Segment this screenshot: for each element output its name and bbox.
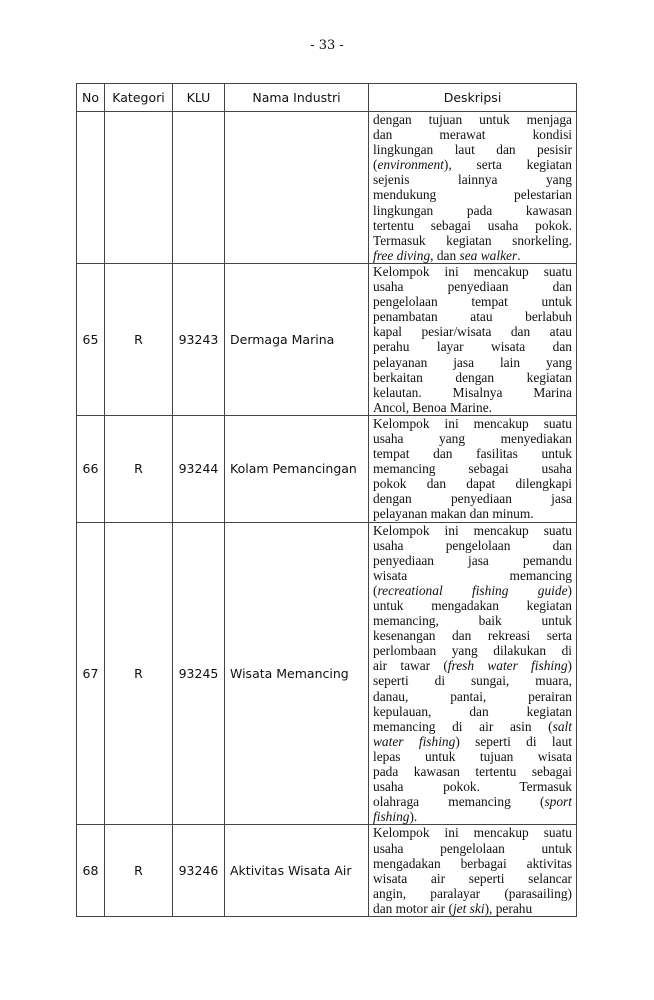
cell-kategori: R (105, 263, 173, 415)
deskripsi-line: wisata air seperti selancar (373, 870, 572, 886)
industry-table (76, 83, 577, 917)
deskripsi-line: usaha pengelolaan dan (373, 537, 572, 553)
deskripsi-line: memancing di air asin (salt (373, 718, 572, 734)
page-number: - 33 - (310, 38, 344, 53)
cell-klu: 93246 (173, 825, 225, 917)
deskripsi-line: Kelompok ini mencakup suatu (373, 522, 572, 538)
deskripsi-line: kepulauan, dan kegiatan (373, 703, 572, 719)
cell-klu: 93244 (173, 415, 225, 522)
cell-kategori: R (105, 415, 173, 522)
cell-klu (173, 112, 225, 264)
table-header-row (77, 84, 577, 112)
deskripsi-line: tertentu sebagai usaha pokok. (373, 217, 572, 233)
deskripsi-line: air tawar (fresh water fishing) (373, 658, 572, 674)
deskripsi-line: lingkungan pada kawasan (373, 202, 572, 218)
cell-deskripsi (369, 415, 577, 522)
deskripsi-line: dengan penyediaan jasa (373, 491, 572, 507)
deskripsi-line: water fishing) seperti di laut (373, 733, 572, 749)
deskripsi-line: usaha pengelolaan untuk (373, 840, 572, 856)
deskripsi-line: seperti di sungai, muara, (373, 673, 572, 689)
deskripsi-line: dan motor air (jet ski), perahu (373, 900, 533, 916)
cell-nama-industri: Kolam Pemancingan (225, 415, 369, 522)
deskripsi-line: Ancol, Benoa Marine. (373, 399, 492, 415)
cell-no (77, 112, 105, 264)
table-row (77, 263, 577, 415)
cell-deskripsi (369, 522, 577, 825)
deskripsi-line: lepas untuk tujuan wisata (373, 748, 572, 764)
cell-nama-industri (225, 112, 369, 264)
deskripsi-line: (recreational fishing guide) (373, 582, 572, 598)
deskripsi-line: penambatan atau berlabuh (373, 309, 572, 325)
cell-no: 66 (77, 415, 105, 522)
cell-no: 67 (77, 522, 105, 825)
deskripsi-line: Kelompok ini mencakup suatu (373, 825, 572, 841)
deskripsi-line: dan merawat kondisi (373, 127, 572, 143)
table-row (77, 415, 577, 522)
deskripsi-line: pelayanan makan dan minum. (373, 506, 534, 522)
header-kategori: Kategori (105, 84, 173, 112)
deskripsi-line: pengelolaan tempat untuk (373, 294, 572, 310)
deskripsi-line: pelayanan jasa lain yang (373, 354, 572, 370)
cell-kategori: R (105, 825, 173, 917)
table-body (77, 112, 577, 917)
deskripsi-line: kelautan. Misalnya Marina (373, 384, 572, 400)
deskripsi-line: sejenis lainnya yang (373, 172, 572, 188)
header-deskripsi: Deskripsi (369, 84, 577, 112)
deskripsi-line: mengadakan berbagai aktivitas (373, 855, 572, 871)
table-row (77, 825, 577, 917)
cell-klu: 93245 (173, 522, 225, 825)
deskripsi-line: Kelompok ini mencakup suatu (373, 263, 572, 279)
deskripsi-line: berkaitan dengan kegiatan (373, 369, 572, 385)
deskripsi-line: kesenangan dan rekreasi serta (373, 628, 572, 644)
cell-no: 68 (77, 825, 105, 917)
cell-deskripsi (369, 112, 577, 264)
cell-nama-industri: Wisata Memancing (225, 522, 369, 825)
deskripsi-line: dengan tujuan untuk menjaga (373, 112, 572, 127)
cell-nama-industri: Dermaga Marina (225, 263, 369, 415)
cell-deskripsi (369, 263, 577, 415)
deskripsi-line: memancing sebagai usaha (373, 461, 572, 477)
deskripsi-line: perahu layar wisata dan (373, 339, 572, 355)
header-no: No (77, 84, 105, 112)
deskripsi-line: Termasuk kegiatan snorkeling. (373, 232, 572, 248)
deskripsi-line: pokok dan dapat dilengkapi (373, 476, 572, 492)
deskripsi-line: free diving, dan sea walker. (373, 247, 521, 263)
deskripsi-line: danau, pantai, perairan (373, 688, 572, 704)
deskripsi-line: penyediaan jasa pemandu (373, 552, 572, 568)
deskripsi-line: usaha yang menyediakan (373, 430, 572, 446)
cell-kategori (105, 112, 173, 264)
cell-no: 65 (77, 263, 105, 415)
deskripsi-line: pada kawasan tertentu sebagai (373, 764, 572, 780)
deskripsi-line: perlombaan yang dilakukan di (373, 643, 572, 659)
table-row (77, 112, 577, 264)
table-row (77, 522, 577, 825)
cell-klu: 93243 (173, 263, 225, 415)
deskripsi-line: memancing, baik untuk (373, 613, 572, 629)
deskripsi-line: (environment), serta kegiatan (373, 157, 572, 173)
deskripsi-line: lingkungan laut dan pesisir (373, 142, 572, 158)
deskripsi-line: usaha pokok. Termasuk (373, 779, 572, 795)
cell-kategori: R (105, 522, 173, 825)
deskripsi-line: angin, paralayar (parasailing) (373, 885, 572, 901)
header-klu: KLU (173, 84, 225, 112)
cell-deskripsi (369, 825, 577, 917)
deskripsi-line: usaha penyediaan dan (373, 279, 572, 295)
deskripsi-line: untuk mengadakan kegiatan (373, 598, 572, 613)
cell-nama-industri: Aktivitas Wisata Air (225, 825, 369, 917)
deskripsi-line: tempat dan fasilitas untuk (373, 446, 572, 462)
deskripsi-line: mendukung pelestarian (373, 187, 572, 203)
deskripsi-line: fishing). (373, 809, 418, 825)
deskripsi-line: kapal pesiar/wisata dan atau (373, 324, 572, 340)
deskripsi-line: wisata memancing (373, 567, 572, 583)
header-nama-industri: Nama Industri (225, 84, 369, 112)
deskripsi-line: olahraga memancing (sport (373, 794, 572, 810)
deskripsi-line: Kelompok ini mencakup suatu (373, 415, 572, 431)
